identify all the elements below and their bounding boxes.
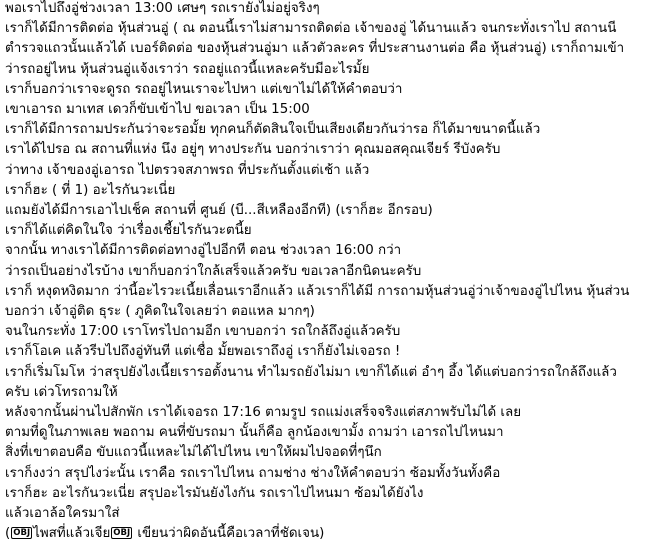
post-line: เราก็ได้มีการถามประกันว่าจะรอมั้ย ทุกคนก็ตัดสินใจเป็นเสียงเดียวกันว่ารอ ก็ได้มาขนาดนี้แล้ว [5, 122, 541, 138]
post-line: ว่ารถอยู่ไหน หุ้นส่วนอู่แจ้งเราว่า รถอยู่แถวนี้แหละครับมีอะไรมั้ย [5, 61, 370, 77]
footer-text: ไพสที่แล้วเจีย [33, 526, 111, 542]
post-line: เราได้ไปรอ ณ สถานที่แห่ง นึง อยู่ๆ ทางประกัน บอกว่าเราว่า คุณมอสคุณเจียร์ รีบังครับ [5, 142, 501, 158]
post-line: พอเราไปถึงอู่ช่วงเวลา 13:00 เศษๆ รถเรายังไม่อยู่จริงๆ [5, 1, 320, 16]
post-line: เราก็ฮะ ( ที่ 1) อะไรกันวะเนี่ย [5, 182, 176, 198]
post-line: เราก็งงว่า สรุปไงว่ะนั้น เราคือ รถเราไปไหน ถามช่าง ช่างให้คำตอบว่า ซ้อมทั้งวันทั้งคือ [5, 465, 501, 481]
post-line: แถมยังได้มีการเอาไปเช็ค สถานที่ ศูนย์ (บี...สีเหลืองอีกที) (เราก็ฮะ อีกรอบ) [5, 203, 433, 218]
post-footer-line: ( OBJ ไพสที่แล้วเจีย OBJ เขียนว่าผิดอันนี้คือเวลาที่ชัดเจน) [5, 526, 325, 542]
post-line: เราก็ได้มีการติดต่อ หุ้นส่วนอู่ ( ณ ตอนนี้เราไม่สามารถติดต่อ เจ้าของอู่ ได้นานแล้ว จนกระทั่งเราไป สถานนี [5, 21, 617, 37]
post-line: ว่ารถเป็นอย่างไรบ้าง เขาก็บอกว่าใกล้เสร็จแล้วครับ ขอเวลาอีกนิดนะครับ [5, 263, 422, 279]
post-line: จากนั้น ทางเราได้มีการติดต่อทางอู่ไปอีกที ตอน ช่วงเวลา 16:00 กว่า [5, 243, 402, 259]
post-line: ว่าทาง เจ้าของอู่เอารถ ไปตรวจสภาพรถ ที่ประกันตั้งแต่เช้า แล้ว [5, 162, 370, 178]
post-line: จนในกระทั่ง 17:00 เราโทรไปถามอีก เขาบอกว่า รถใกล้ถึงอู่แล้วครับ [5, 324, 401, 340]
post-line: บอกว่า เจ้าอู่ติด ธุระ ( ภูคิดในใจเลยว่า ตอแหล มากๆ) [5, 304, 315, 319]
post-line: เราก็โอเค แล้วรีบไปถึงอู่ทันที แต่เชื่อ มั้ยพอเราถึงอู่ เราก็ยังไม่เจอรถ ! [5, 344, 401, 360]
post-line: ตำรวจแถวนั้นแล้วได้ เบอร์ติดต่อ ของหุ้นส่วนอู่มา แล้วตัวละคร ที่ประสานงานต่อ คือ หุ้นส่วนอู่) เราก็ถามเข้า [5, 41, 625, 57]
object-replacement-icon: OBJ [113, 528, 131, 539]
post-line: เราก็บอกว่าเราจะดูรถ รถอยู่ไหนเราจะไปหา แต่เขาไม่ได้ให้คำตอบว่า [5, 81, 403, 97]
post-line: เขาเอารถ มาเทส เดวก็ขับเข้าไป ขอเวลา เป็น 15:00 [5, 102, 310, 117]
post-line: เราก็เริ่มโมโห ว่าสรุปยังไงเนี้ยเรารอตั้งนาน ทำไมรถยังไม่มา เขาก็ได้แต่ อำๆ อึ้ง ได้แต่บอกว่ารถใกล้ถึงแล้ว [5, 364, 617, 380]
post-line: เราก็ได้แต่คิดในใจ ว่าเรื่องเชี้ยไรกันวะตนี้ย [5, 223, 252, 239]
post-body [5, 0, 663, 542]
post-line: ตามที่ดูในภาพเลย พอถาม คนที่ขับรถมา นั้นก็คือ ลูกน้องเขามั้ง ถามว่า เอารถไปไหนมา [5, 425, 504, 441]
post-line: หลังจากนั้นผ่านไปสักพัก เราได้เจอรถ 17:16 ตามรูป รถแม่งเสร็จจริงแต่สภาพรับไม่ได้ เลย [5, 405, 522, 420]
post-line: เราก็ หงุดหงิดมาก ว่านี้อะไรวะเนี้ยเลื่อนเราอีกแล้ว แล้วเราก็ได้มี การถามหุ้นส่วนอู่ว่าเจ้าของอู่ไปไหน หุ้นส่วน [5, 283, 630, 299]
post-line: แล้วเอาล้อใครมาใส่ [5, 506, 120, 521]
post-line: สิ่งที่เขาตอบคือ ขับแถวนี้แหละไม่ได้ไปไหน เขาให้ผมไปจอดที่ๆนึก [5, 445, 382, 461]
footer-text: เขียนว่าผิดอันนี้คือเวลาที่ชัดเจน) [133, 526, 325, 542]
post-line: ครับ เด่วโทรถามให้ [5, 384, 118, 400]
post-line: เราก็ฮะ อะไรกันวะเนี่ย สรุปอะไรมันยังไงกัน รถเราไปไหนมา ซ้อมได้ยังไง [5, 485, 424, 501]
object-replacement-icon: OBJ [13, 528, 31, 539]
